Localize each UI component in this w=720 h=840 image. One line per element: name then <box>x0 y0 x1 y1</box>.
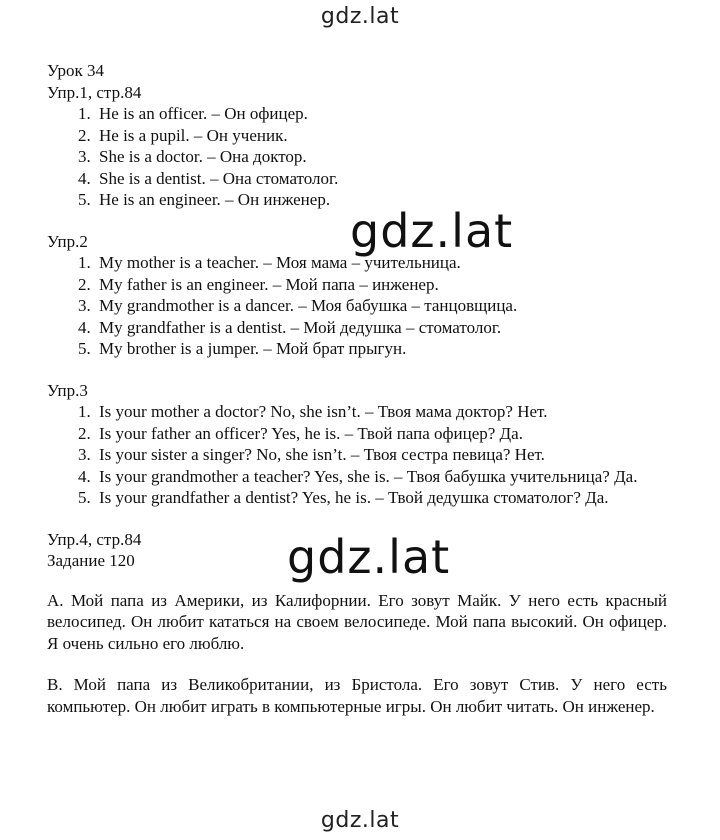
list-item: 5. He is an engineer. – Он инженер. <box>95 189 667 211</box>
exercise-1-list <box>47 103 667 211</box>
list-item: 2. He is a pupil. – Он ученик. <box>95 125 667 147</box>
exercise-4-heading: Упр.4, стр.84 <box>47 529 142 549</box>
list-item: 3. My grandmother is a dancer. – Моя бабушка – танцовщица. <box>95 295 667 317</box>
list-item: 3. She is a doctor. – Она доктор. <box>95 146 667 168</box>
list-item: 2. Is your father an officer? Yes, he is. – Твой папа офицер? Да. <box>95 423 667 445</box>
lesson-title: Урок 34 <box>47 61 105 80</box>
watermark-bottom: gdz.lat <box>320 808 400 833</box>
list-item: 4. She is a dentist. – Она стоматолог. <box>95 168 667 190</box>
list-item: 4. Is your grandmother a teacher? Yes, she is. – Твоя бабушка учительница? Да. <box>95 466 667 488</box>
list-item: 2. My father is an engineer. – Мой папа – инженер. <box>95 274 667 296</box>
watermark-middle-upper: gdz.lat <box>350 204 514 258</box>
list-item: 5. My brother is a jumper. – Мой брат прыгун. <box>95 338 667 360</box>
paragraph-a: A. Мой папа из Америки, из Калифорнии. Его зовут Майк. У него есть красный велосипед. Он любит кататься на своем велосипеде. Мой папа высокий. Он офицер. Я очень сильно его люблю. <box>47 590 667 653</box>
task-number: Задание 120 <box>47 551 135 570</box>
list-item: 1. He is an officer. – Он офицер. <box>95 103 667 125</box>
exercise-3-heading: Упр.3 <box>47 380 88 400</box>
list-item: 1. My mother is a teacher. – Моя мама – учительница. <box>95 252 667 274</box>
exercise-3-list <box>47 401 667 509</box>
exercise-2-list <box>47 252 667 360</box>
list-item: 3. Is your sister a singer? No, she isn’t. – Твоя сестра певица? Нет. <box>95 444 667 466</box>
watermark-middle-lower: gdz.lat <box>287 530 451 584</box>
paragraph-b: B. Мой папа из Великобритании, из Бристола. Его зовут Стив. У него есть компьютер. Он любит играть в компьютерные игры. Он любит читать. Он инженер. <box>47 675 667 716</box>
exercise-2-heading: Упр.2 <box>47 231 88 251</box>
watermark-top: gdz.lat <box>320 4 400 29</box>
document-body <box>47 60 667 737</box>
exercise-2 <box>47 231 667 360</box>
list-item: 1. Is your mother a doctor? No, she isn’t. – Твоя мама доктор? Нет. <box>95 401 667 423</box>
list-item: 4. My grandfather is a dentist. – Мой дедушка – стоматолог. <box>95 317 667 339</box>
exercise-4 <box>47 529 667 718</box>
exercise-1-heading: Упр.1, стр.84 <box>47 82 142 102</box>
exercise-1 <box>47 82 667 211</box>
exercise-3 <box>47 380 667 509</box>
list-item: 5. Is your grandfather a dentist? Yes, he is. – Твой дедушка стоматолог? Да. <box>95 487 667 509</box>
